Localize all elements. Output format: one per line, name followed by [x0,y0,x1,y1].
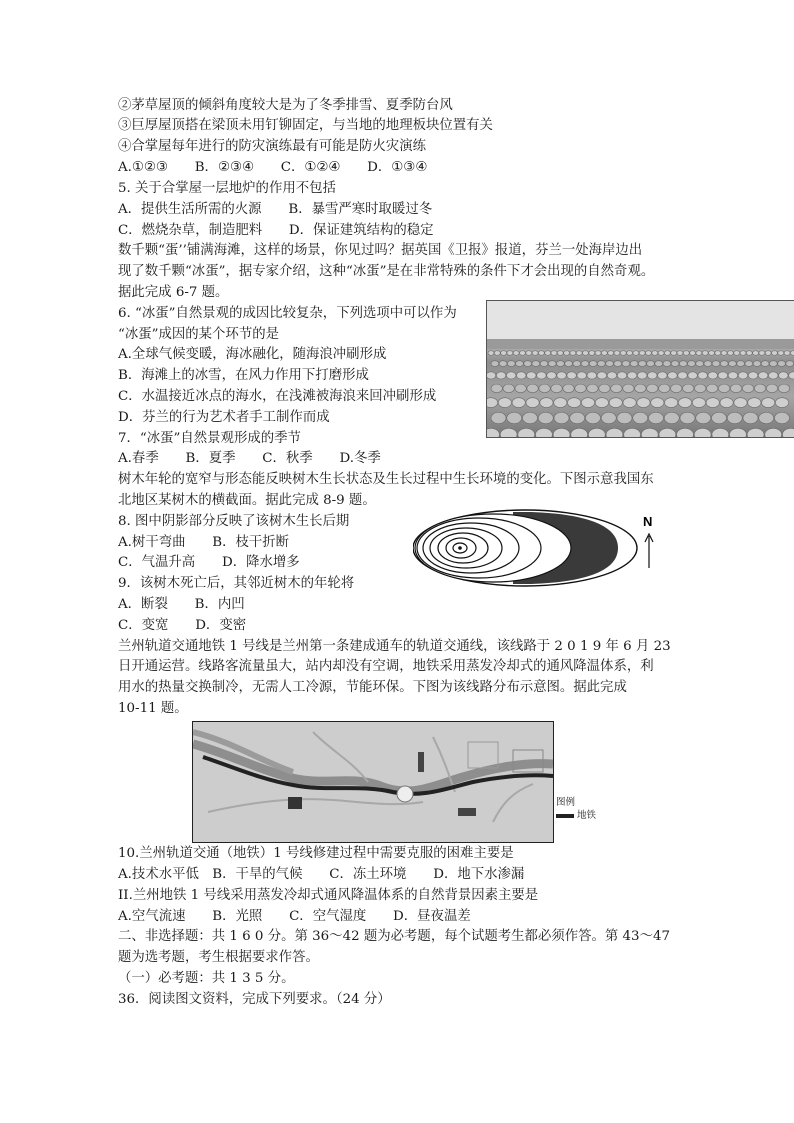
text-line: ④合掌屋每年进行的防灾演练最有可能是防火灾演练 [118,139,426,154]
text-line: II.兰州地铁 1 号线采用蒸发冷却式通风降温体系的自然背景因素主要是 [118,888,539,903]
text-line: C．燃烧杂草，制造肥料 D．保证建筑结构的稳定 [118,223,434,238]
text-line: 据此完成 6-7 题。 [118,285,229,300]
text-line: A．断裂 B．内凹 [118,597,245,612]
text-line: “冰蛋”成因的某个环节的是 [118,327,279,342]
text-line: 树木年轮的宽窄与形态能反映树木生长状态及生长过程中生长环境的变化。下图示意我国东 [118,472,654,487]
text-line: 36．阅读图文资料，完成下列要求。（24 分） [118,992,391,1007]
text-line: A.空气流速 B．光照 C．空气湿度 D．昼夜温差 [118,909,471,924]
lanzhou-metro-map-drawing [193,722,553,842]
map-legend [556,796,596,822]
north-label: N [643,514,653,529]
text-line: A．提供生活所需的火源 B．暴雪严寒时取暖过冬 [118,202,433,217]
metro-line-swatch [556,814,574,818]
text-line: 6. “冰蛋”自然景观的成因比较复杂，下列选项中可以作为 [118,306,457,321]
text-line: 二、非选择题：共 1 6 0 分。第 36～42 题为必考题，每个试题考生都必须作答。第 43～47 [118,929,671,944]
text-line: 现了数千颗“冰蛋”，据专家介绍，这种“冰蛋”是在非常特殊的条件下才会出现的自然奇观。 [118,264,655,279]
text-line: B．海滩上的冰雪，在风力作用下打磨形成 [118,368,369,383]
text-line: C．水温接近冰点的海水，在浅滩被海浪来回冲刷形成 [118,389,437,404]
ice-eggs [487,351,794,437]
legend-title: 图例 [556,797,576,808]
text-line: ③巨厚屋顶搭在梁顶未用钉铆固定，与当地的地理板块位置有关 [118,118,493,133]
ice-eggs-photo [486,300,794,438]
text-line: 7．“冰蛋”自然景观形成的季节 [118,431,301,446]
text-line: 10-11 题。 [118,701,188,716]
text-line: 9．该树木死亡后，其邻近树木的年轮将 [118,576,355,591]
ice-eggs-photo-drawing [487,301,794,437]
text-line: 10.兰州轨道交通（地铁）1 号线修建过程中需要克服的困难主要是 [118,846,514,861]
text-line: 用水的热量交换制冷，无需人工冷源，节能环保。下图为该线路分布示意图。据此完成 [118,680,627,695]
text-line: A.全球气候变暖，海冰融化，随海浪冲刷形成 [118,347,387,362]
text-line: 日开通运营。线路客流量虽大，站内却没有空调，地铁采用蒸发冷却式的通风降温体系，利 [118,659,654,674]
text-line: A.春季 B．夏季 C．秋季 D.冬季 [118,451,381,466]
text-line: 8. 图中阴影部分反映了该树木生长后期 [118,514,350,529]
text-line: ②茅草屋顶的倾斜角度较大是为了冬季排雪、夏季防台风 [118,98,453,113]
text-line: A.①②③ B．②③④ C．①②④ D．①③④ [118,160,428,175]
text-line: D．芬兰的行为艺术者手工制作而成 [118,410,330,425]
text-line: （一）必考题：共 1 3 5 分。 [118,971,295,986]
lanzhou-metro-map [192,721,554,843]
text-line: 5. 关于合掌屋一层地炉的作用不包括 [118,181,336,196]
text-line: A.树干弯曲 B．枝干折断 [118,535,290,550]
text-line: A.技术水平低 B．干旱的气候 C．冻土环境 D．地下水渗漏 [118,867,525,882]
text-line: C．气温升高 D．降水增多 [118,555,300,570]
text-line: 数千颗“蛋’’铺满海滩，这样的场景，你见过吗？据英国《卫报》报道，芬兰一处海岸边出 [118,243,643,258]
legend-item: 地铁 [577,810,597,821]
tree-cross-section-drawing [413,506,663,591]
text-line: 题为选考题，考生根据要求作答。 [118,950,319,965]
text-line: C．变宽 D．变密 [118,618,247,633]
tree-cross-section-figure [413,506,663,591]
text-line: 兰州轨道交通地铁 1 号线是兰州第一条建成通车的轨道交通线，该线路于 2 0 1 9 年 6 月 23 [118,639,671,654]
text-line: 北地区某树木的横截面。据此完成 8-9 题。 [118,493,376,508]
